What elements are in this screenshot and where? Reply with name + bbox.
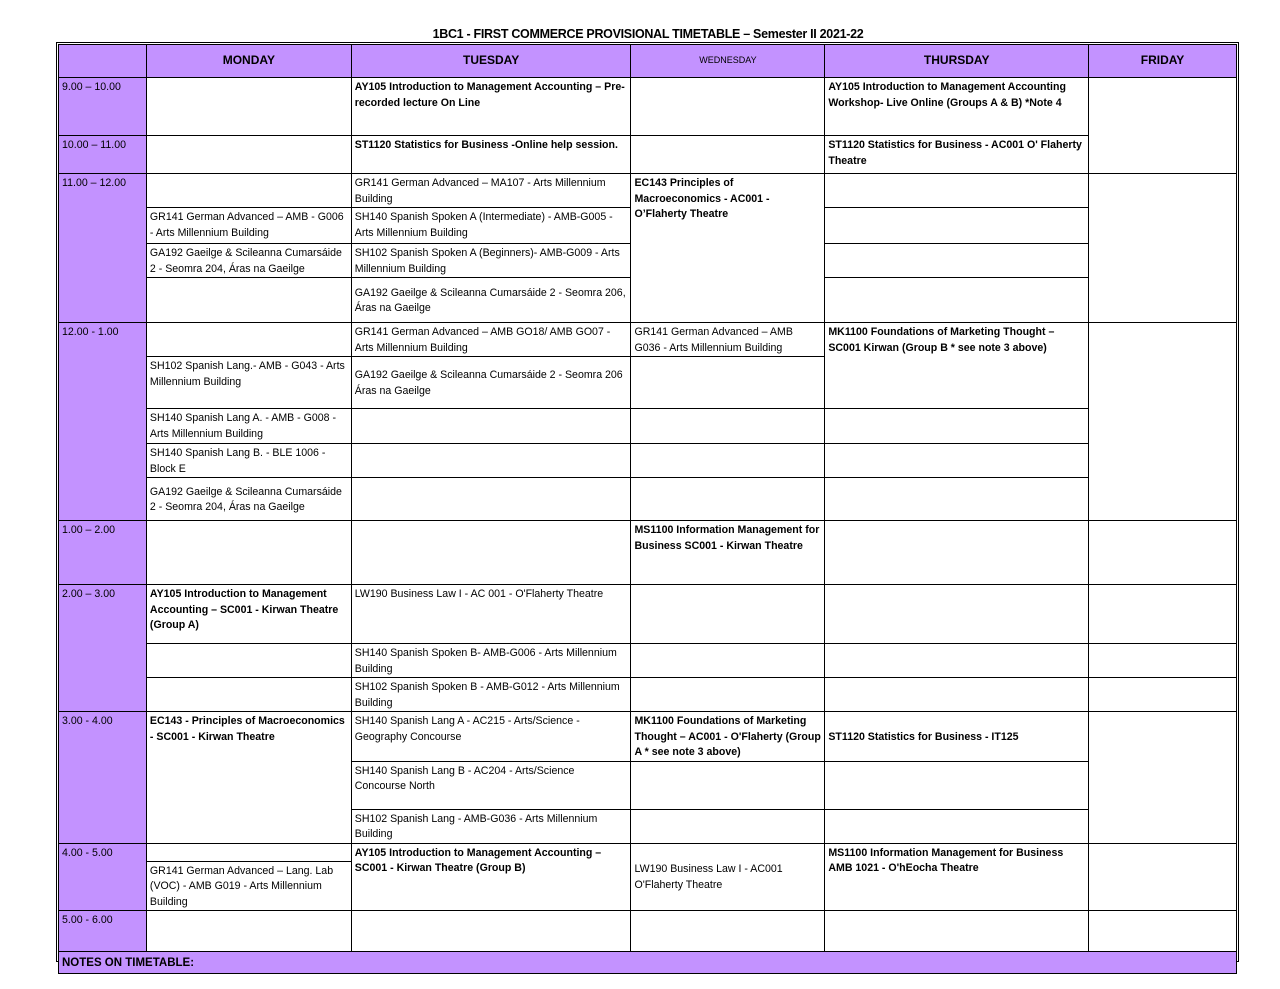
day-header-monday: MONDAY <box>146 45 351 78</box>
cell-mon-3: EC143 - Principles of Macroeconomics - SC001 - Kirwan Theatre <box>146 712 351 844</box>
cell-fri-12 <box>1089 323 1237 521</box>
cell-thu-12e <box>825 478 1089 521</box>
cell-wed-12b <box>631 357 825 409</box>
cell-fri-2b <box>1089 644 1237 678</box>
cell-mon-12d: SH140 Spanish Lang B. - BLE 1006 - Block E <box>146 444 351 478</box>
table-row <box>59 843 1237 861</box>
cell-thu-12d <box>825 444 1089 478</box>
header-corner <box>59 45 147 78</box>
table-row <box>59 678 1237 712</box>
cell-fri-2a <box>1089 585 1237 644</box>
table-row <box>59 174 1237 208</box>
cell-wed-2b <box>631 644 825 678</box>
cell-thu-11d <box>825 278 1089 323</box>
cell-wed-11: EC143 Principles of Macroeconomics - AC001 - O’Flaherty Theatre <box>631 174 825 323</box>
day-header-wednesday: WEDNESDAY <box>631 45 825 78</box>
cell-tue-11b: SH140 Spanish Spoken A (Intermediate) - AMB-G005 - Arts Millennium Building <box>351 208 631 244</box>
cell-thu-3b <box>825 761 1089 809</box>
time-slot-12: 12.00 - 1.00 <box>59 323 147 521</box>
cell-mon-5 <box>146 911 351 952</box>
cell-mon-11b: GR141 German Advanced – AMB - G006 - Arts Millennium Building <box>146 208 351 244</box>
cell-wed-9 <box>631 78 825 136</box>
table-row <box>59 323 1237 357</box>
cell-tue-9: AY105 Introduction to Management Accounting – Pre-recorded lecture On Line <box>351 78 631 136</box>
table-row <box>59 409 1237 444</box>
cell-thu-11b <box>825 208 1089 244</box>
cell-thu-12c <box>825 409 1089 444</box>
table-row <box>59 136 1237 174</box>
table-row <box>59 712 1237 762</box>
notes-row <box>59 952 1237 974</box>
cell-mon-11a <box>146 174 351 208</box>
cell-tue-12c <box>351 409 631 444</box>
cell-mon-2c <box>146 678 351 712</box>
time-slot-5: 5.00 - 6.00 <box>59 911 147 952</box>
day-header-thursday: THURSDAY <box>825 45 1089 78</box>
time-slot-2: 2.00 – 3.00 <box>59 585 147 712</box>
cell-tue-12e <box>351 478 631 521</box>
cell-tue-12a: GR141 German Advanced – AMB GO18/ AMB GO07 - Arts Millennium Building <box>351 323 631 357</box>
cell-mon-9 <box>146 78 351 136</box>
cell-tue-2b: SH140 Spanish Spoken B- AMB-G006 - Arts Millennium Building <box>351 644 631 678</box>
cell-tue-3b: SH140 Spanish Lang B - AC204 - Arts/Science Concourse North <box>351 761 631 809</box>
cell-wed-12c <box>631 409 825 444</box>
table-row <box>59 521 1237 585</box>
cell-tue-2a: LW190 Business Law I - AC 001 - O'Flaherty Theatre <box>351 585 631 644</box>
cell-thu-10: ST1120 Statistics for Business - AC001 O' Flaherty Theatre <box>825 136 1089 174</box>
cell-mon-12e: GA192 Gaeilge & Scileanna Cumarsáide 2 - Seomra 204, Áras na Gaeilge <box>146 478 351 521</box>
time-slot-9: 9.00 – 10.00 <box>59 78 147 136</box>
cell-tue-2c: SH102 Spanish Spoken B - AMB-G012 - Arts Millennium Building <box>351 678 631 712</box>
cell-thu-1 <box>825 521 1089 585</box>
table-row <box>59 78 1237 136</box>
table-row <box>59 444 1237 478</box>
cell-thu-9: AY105 Introduction to Management Accounting Workshop- Live Online (Groups A & B) *Note 4 <box>825 78 1089 136</box>
cell-thu-11a <box>825 174 1089 208</box>
cell-thu-3c <box>825 809 1089 843</box>
cell-mon-11d <box>146 278 351 323</box>
cell-tue-10: ST1120 Statistics for Business -Online help session. <box>351 136 631 174</box>
cell-tue-11c: SH102 Spanish Spoken A (Beginners)- AMB-G009 - Arts Millennium Building <box>351 244 631 278</box>
table-row <box>59 478 1237 521</box>
time-slot-11: 11.00 – 12.00 <box>59 174 147 323</box>
cell-tue-11a: GR141 German Advanced – MA107 - Arts Millennium Building <box>351 174 631 208</box>
cell-tue-12b: GA192 Gaeilge & Scileanna Cumarsáide 2 - Seomra 206 Áras na Gaeilge <box>351 357 631 409</box>
cell-mon-10 <box>146 136 351 174</box>
cell-thu-11c <box>825 244 1089 278</box>
cell-fri-4 <box>1089 843 1237 911</box>
day-header-friday: FRIDAY <box>1089 45 1237 78</box>
notes-label: NOTES ON TIMETABLE: <box>59 952 1237 974</box>
cell-mon-11c: GA192 Gaeilge & Scileanna Cumarsáide 2 - Seomra 204, Áras na Gaeilge <box>146 244 351 278</box>
cell-fri-1 <box>1089 521 1237 585</box>
table-row <box>59 911 1237 952</box>
day-header-tuesday: TUESDAY <box>351 45 631 78</box>
page-title: 1BC1 - FIRST COMMERCE PROVISIONAL TIMETABLE – Semester II 2021-22 <box>432 27 864 41</box>
cell-tue-3c: SH102 Spanish Lang - AMB-G036 - Arts Millennium Building <box>351 809 631 843</box>
cell-fri-3 <box>1089 712 1237 844</box>
cell-tue-5 <box>351 911 631 952</box>
cell-wed-12d <box>631 444 825 478</box>
cell-tue-4: AY105 Introduction to Management Accounting – SC001 - Kirwan Theatre (Group B) <box>351 843 631 911</box>
time-slot-10: 10.00 – 11.00 <box>59 136 147 174</box>
cell-wed-3b <box>631 761 825 809</box>
time-slot-4: 4.00 - 5.00 <box>59 843 147 911</box>
cell-mon-1 <box>146 521 351 585</box>
cell-thu-2a <box>825 585 1089 644</box>
cell-mon-4b: GR141 German Advanced – Lang. Lab (VOC) - AMB G019 - Arts Millennium Building <box>146 861 351 911</box>
cell-thu-5 <box>825 911 1089 952</box>
cell-mon-2: AY105 Introduction to Management Accounting – SC001 - Kirwan Theatre (Group A) <box>146 585 351 644</box>
cell-fri-2c <box>1089 678 1237 712</box>
cell-tue-12d <box>351 444 631 478</box>
cell-mon-2b <box>146 644 351 678</box>
cell-mon-12b: SH102 Spanish Lang.- AMB - G043 - Arts Millennium Building <box>146 357 351 409</box>
cell-wed-2a <box>631 585 825 644</box>
timetable <box>58 44 1237 974</box>
cell-thu-12: MK1100 Foundations of Marketing Thought – SC001 Kirwan (Group B * see note 3 above) <box>825 323 1089 409</box>
cell-mon-4a <box>146 843 351 861</box>
cell-thu-2b <box>825 644 1089 678</box>
table-row <box>59 585 1237 644</box>
cell-wed-12a: GR141 German Advanced – AMB G036 - Arts Millennium Building <box>631 323 825 357</box>
table-row <box>59 644 1237 678</box>
cell-wed-5 <box>631 911 825 952</box>
cell-thu-3: ST1120 Statistics for Business - IT125 <box>825 712 1089 762</box>
cell-wed-4: LW190 Business Law I - AC001 O'Flaherty Theatre <box>631 843 825 911</box>
cell-mon-12c: SH140 Spanish Lang A. - AMB - G008 - Arts Millennium Building <box>146 409 351 444</box>
cell-tue-11d: GA192 Gaeilge & Scileanna Cumarsáide 2 - Seomra 206, Áras na Gaeilge <box>351 278 631 323</box>
cell-tue-3a: SH140 Spanish Lang A - AC215 - Arts/Science - Geography Concourse <box>351 712 631 762</box>
cell-wed-3: MK1100 Foundations of Marketing Thought – AC001 - O'Flaherty (Group A * see note 3 above) <box>631 712 825 762</box>
cell-wed-1: MS1100 Information Management for Business SC001 - Kirwan Theatre <box>631 521 825 585</box>
cell-fri-5 <box>1089 911 1237 952</box>
cell-wed-3c <box>631 809 825 843</box>
cell-mon-12a <box>146 323 351 357</box>
cell-wed-12e <box>631 478 825 521</box>
cell-fri-11 <box>1089 174 1237 323</box>
time-slot-1: 1.00 – 2.00 <box>59 521 147 585</box>
cell-wed-2c <box>631 678 825 712</box>
cell-thu-2c <box>825 678 1089 712</box>
cell-tue-1 <box>351 521 631 585</box>
cell-fri-9 <box>1089 78 1237 174</box>
header-row <box>59 45 1237 78</box>
cell-wed-10 <box>631 136 825 174</box>
time-slot-3: 3.00 - 4.00 <box>59 712 147 844</box>
cell-thu-4: MS1100 Information Management for Business AMB 1021 - O'hEocha Theatre <box>825 843 1089 911</box>
